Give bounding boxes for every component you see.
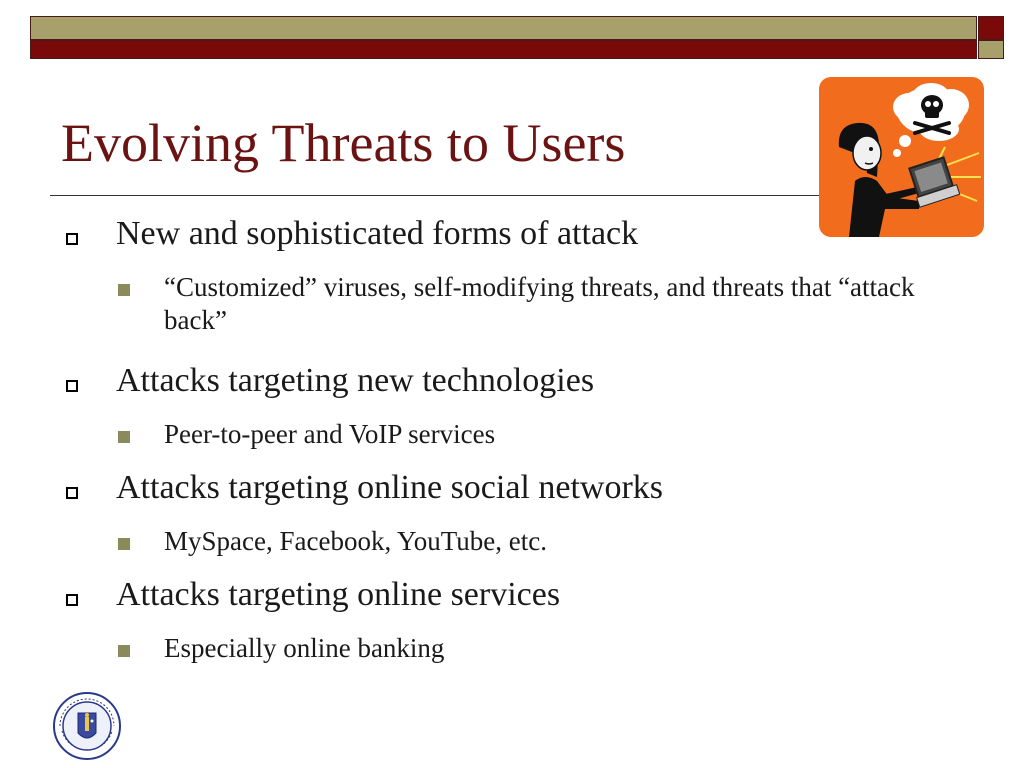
bullet-level2: Especially online banking	[164, 633, 445, 663]
sub-bullet-marker	[118, 431, 130, 443]
bullet-level2: MySpace, Facebook, YouTube, etc.	[164, 526, 547, 556]
header-square-maroon	[978, 16, 1004, 40]
massachusetts-state-seal-icon	[52, 691, 122, 761]
bullet-level1: New and sophisticated forms of attack	[116, 215, 639, 252]
header-bar-maroon	[30, 40, 977, 59]
slide-title: Evolving Threats to Users	[61, 113, 626, 173]
bullet-level1: Attacks targeting new technologies	[116, 362, 595, 399]
bullet-level2: “Customized” viruses, self-modifying threats, and threats that “attack back”	[164, 272, 915, 335]
sub-bullet-marker	[118, 645, 130, 657]
bullet-level1: Attacks targeting online social networks	[116, 469, 664, 506]
sub-bullet-marker	[118, 538, 130, 550]
bullet-marker-hollow-square	[66, 233, 78, 245]
sub-bullet-marker	[118, 284, 130, 296]
bullet-marker-hollow-square	[66, 487, 78, 499]
title-divider	[50, 195, 830, 196]
bullet-marker-hollow-square	[66, 594, 78, 606]
bullet-marker-hollow-square	[66, 380, 78, 392]
header-bar-olive	[30, 16, 977, 40]
bullet-level1: Attacks targeting online services	[116, 576, 561, 613]
header-square-olive	[978, 40, 1004, 59]
bullet-level2: Peer-to-peer and VoIP services	[164, 419, 496, 449]
woman-with-laptop-skull-thought-icon	[819, 77, 984, 237]
